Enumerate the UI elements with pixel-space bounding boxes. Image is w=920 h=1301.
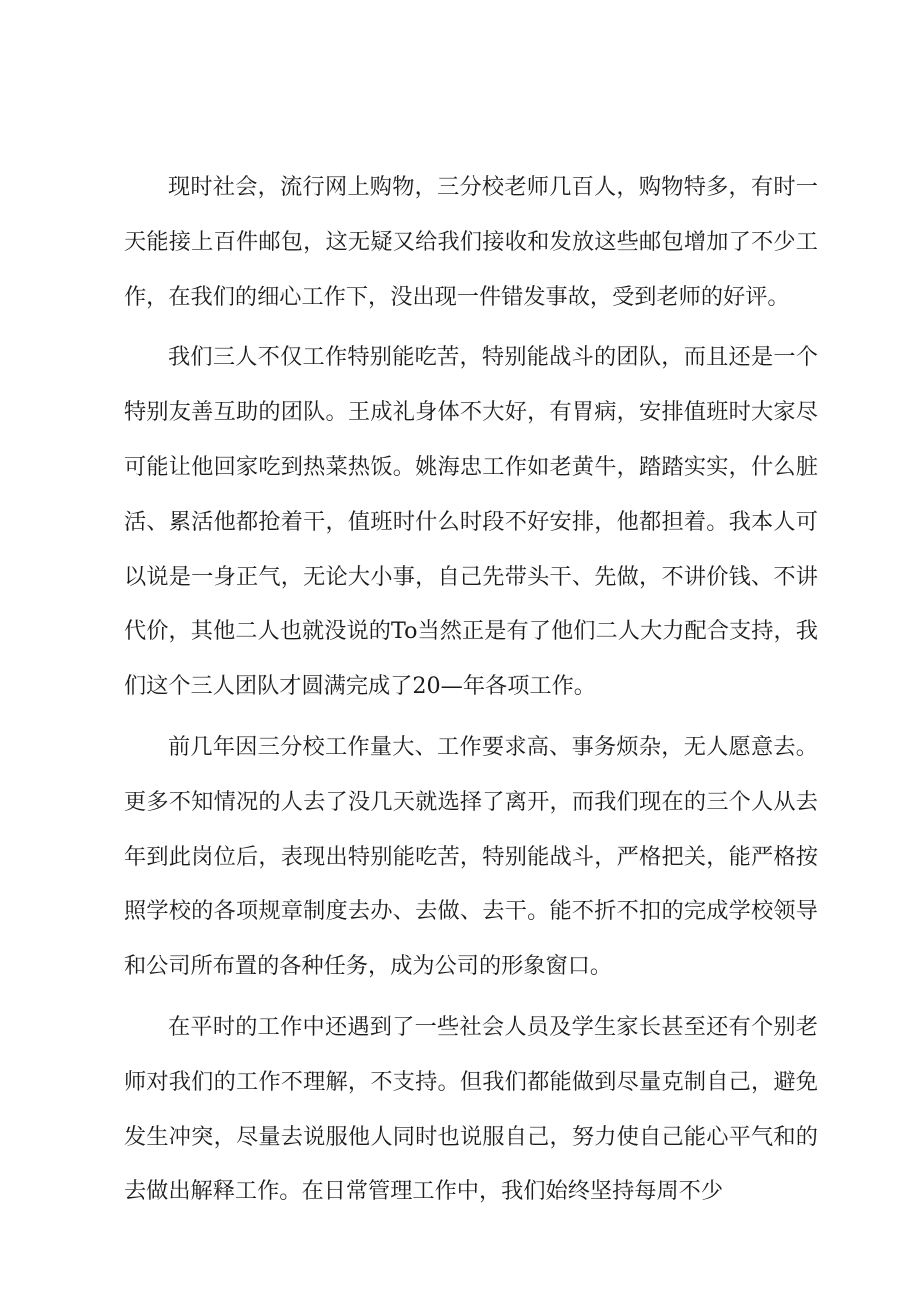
paragraph-2: 我们三人不仅工作特别能吃苦，特别能战斗的团队，而且还是一个特别友善互助的团队。王成礼身体不大好，有胃病，安排值班时大家尽可能让他回家吃到热菜热饭。姚海忠工作如老黄牛，踏踏实实，什么脏活、累活他都抢着干，值班时什么时段不好安排，他都担着。我本人可以说是一身正气，无论大小事，自己先带头干、先做，不讲价钱、不讲代价，其他二人也就没说的To当然正是有了他们二人大力配合支持，我们这个三人团队才圆满完成了20—年各项工作。 [124, 344, 818, 700]
paragraph-4: 在平时的工作中还遇到了一些社会人员及学生家长甚至还有个别老师对我们的工作不理解，不支持。但我们都能做到尽量克制自己，避免发生冲突，尽量去说服他人同时也说服自己，努力使自己能心平气和的去做出解释工作。在日常管理工作中，我们始终坚持每周不少 [124, 1013, 818, 1205]
document-body [124, 160, 818, 1225]
paragraph-3: 前几年因三分校工作量大、工作要求高、事务烦杂，无人愿意去。更多不知情况的人去了没几天就选择了离开，而我们现在的三个人从去年到此岗位后，表现出特别能吃苦，特别能战斗，严格把关，能严格按照学校的各项规章制度去办、去做、去干。能不折不扣的完成学校领导和公司所布置的各种任务，成为公司的形象窗口。 [124, 733, 818, 980]
paragraph-1: 现时社会，流行网上购物，三分校老师几百人，购物特多，有时一天能接上百件邮包，这无疑又给我们接收和发放这些邮包增加了不少工作，在我们的细心工作下，没出现一件错发事故，受到老师的好评。 [124, 174, 818, 310]
